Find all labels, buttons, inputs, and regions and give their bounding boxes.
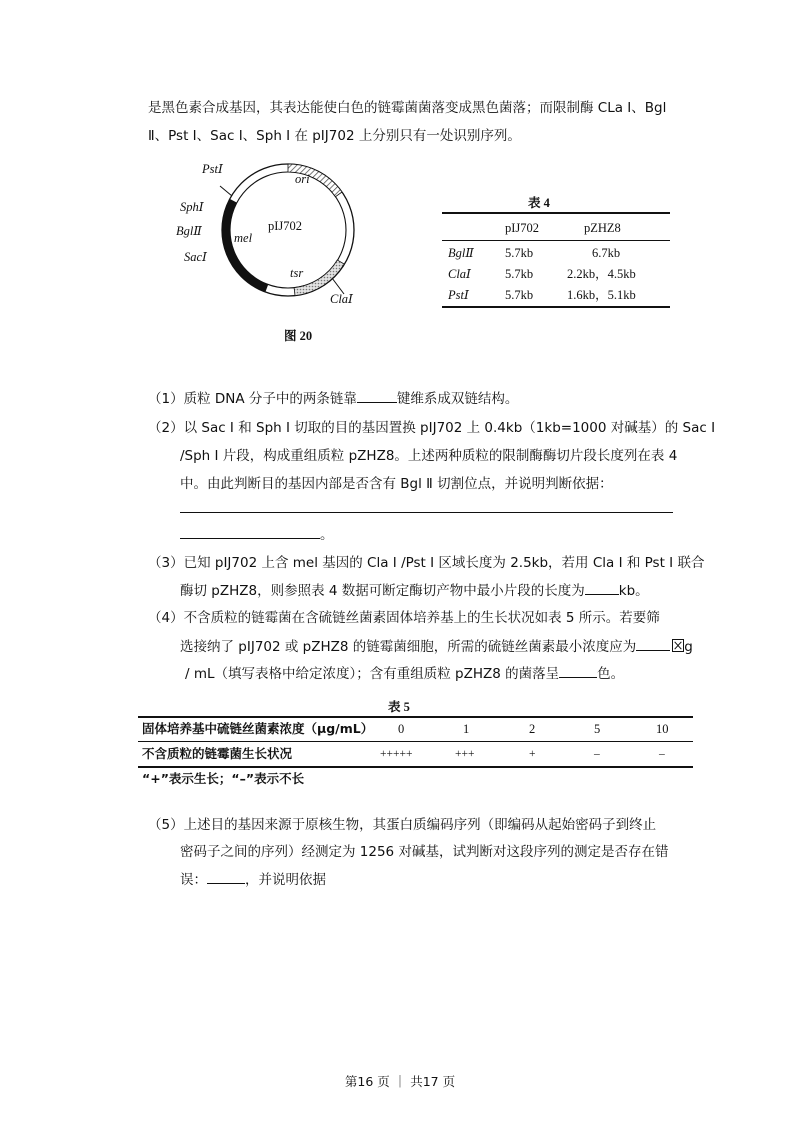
q5-line-3 <box>180 869 326 890</box>
q4-unit-g: g <box>684 639 693 655</box>
question-1 <box>148 388 518 409</box>
table4-top-rule <box>442 212 670 214</box>
sac-label: SacⅠ <box>184 250 207 264</box>
q4-text-a: 选接纳了 pIJ702 或 pZHZ8 的链霉菌细胞，所需的硫链丝菌素最小浓度应为 <box>180 639 637 655</box>
table5-conc-0: 0 <box>398 722 405 736</box>
plasmid-figure <box>170 150 390 345</box>
mel-label: mel <box>234 231 253 245</box>
table4-header-pij702: pIJ702 <box>505 221 540 235</box>
q3-line-1: （3）已知 pIJ702 上含 mel 基因的 Cla Ⅰ /Pst Ⅰ 区域长度为 2.5kb，若用 Cla Ⅰ 和 Pst Ⅰ 联合 <box>148 555 705 571</box>
table5-conc-10: 10 <box>656 722 669 736</box>
table4-header-rule <box>442 240 670 241</box>
table5-mid-rule <box>138 741 693 742</box>
q4-text-d: 色。 <box>597 666 625 682</box>
plasmid-name-label: pIJ702 <box>268 219 303 233</box>
table4-title: 表 4 <box>528 196 550 210</box>
page-footer: 第16 页 ｜ 共17 页 <box>344 1074 456 1089</box>
q1-answer-blank[interactable] <box>357 388 397 403</box>
q5-line-1: （5）上述目的基因来源于原核生物，其蛋白质编码序列（即编码从起始密码子到终止 <box>148 817 657 833</box>
table5-top-rule <box>138 716 693 718</box>
table4-row-cla-enzyme: ClaⅠ <box>448 267 471 281</box>
q2-answer-blank-2[interactable] <box>180 524 320 539</box>
table4-row-pst-pzhz8: 1.6kb，5.1kb <box>567 288 636 302</box>
cla-label: ClaⅠ <box>330 292 353 306</box>
q1-text-a: （1）质粒 DNA 分子中的两条链靠 <box>148 391 357 407</box>
q2-answer-line-1[interactable] <box>180 512 673 513</box>
q3-line-2 <box>180 580 649 601</box>
q5-line-2: 密码子之间的序列）经测定为 1256 对碱基，试判断对这段序列的测定是否存在错 <box>180 844 669 860</box>
table5-row2-label: 不含质粒的链霉菌生长状况 <box>142 746 293 761</box>
table4-row-cla-pij702: 5.7kb <box>505 267 534 281</box>
q4-answer-blank-1[interactable] <box>636 636 670 651</box>
table5-row1-label: 固体培养基中硫链丝菌素浓度（μg/mL） <box>142 721 374 736</box>
q4-line-3 <box>185 663 624 684</box>
table5-growth-10: – <box>659 748 665 760</box>
figure-caption: 图 20 <box>284 329 313 343</box>
q2-line-2: /Sph Ⅰ 片段，构成重组质粒 pZHZ8。上述两种质粒的限制酶酶切片段长度列在表 4 <box>180 448 678 464</box>
q1-text-b: 键维系成双链结构。 <box>396 391 519 407</box>
missing-glyph-icon <box>672 639 684 652</box>
table4-row-pst-pij702: 5.7kb <box>505 288 534 302</box>
intro-line-2: Ⅱ、Pst Ⅰ、Sac Ⅰ、Sph Ⅰ 在 pIJ702 上分别只有一处识别序列。 <box>148 128 521 144</box>
table4-header-pzhz8: pZHZ8 <box>584 221 621 235</box>
table4-row-cla-pzhz8: 2.2kb，4.5kb <box>567 267 636 281</box>
table5-conc-2: 2 <box>529 722 536 736</box>
table4-row-bgl-pij702: 5.7kb <box>505 246 534 260</box>
tsr-label: tsr <box>290 266 304 280</box>
q4-line-2 <box>180 636 693 657</box>
intro-line-1: 是黑色素合成基因，其表达能使白色的链霉菌菌落变成黑色菌落；而限制酶 CLa Ⅰ、Bgl <box>148 100 667 116</box>
q4-answer-blank-2[interactable] <box>559 663 597 678</box>
q2-end-mark: 。 <box>320 527 334 543</box>
q2-line-1: （2）以 Sac Ⅰ 和 Sph Ⅰ 切取的目的基因置换 pIJ702 上 0.4kb（1kb=1000 对碱基）的 Sac Ⅰ <box>148 420 716 436</box>
table5-conc-1: 1 <box>463 722 470 736</box>
pst-site-mark <box>220 186 232 196</box>
q5-answer-blank[interactable] <box>207 869 245 884</box>
q2-answer-line-2 <box>180 524 334 545</box>
q3-text-b: kb。 <box>618 583 649 599</box>
sph-label: SphⅠ <box>180 200 204 214</box>
q5-text-a: 误： <box>180 872 207 888</box>
table5-footnote: “+”表示生长；“–”表示不长 <box>142 771 305 786</box>
table5-growth-0: +++++ <box>380 748 413 760</box>
q4-line-1: （4）不含质粒的链霉菌在含硫链丝菌素固体培养基上的生长状况如表 5 所示。若要筛 <box>148 610 660 626</box>
table5-growth-2: + <box>529 748 536 760</box>
q4-text-c: / mL（填写表格中给定浓度）；含有重组质粒 pZHZ8 的菌落呈 <box>185 666 560 682</box>
table4-row-pst-enzyme: PstⅠ <box>448 288 469 302</box>
pst-label: PstⅠ <box>202 162 223 176</box>
table4-bottom-rule <box>442 306 670 308</box>
q2-line-3: 中。由此判断目的基因内部是否含有 Bgl Ⅱ 切割位点，并说明判断依据： <box>180 476 613 492</box>
q5-text-b: ，并说明依据 <box>245 872 326 888</box>
table4-row-bgl-pzhz8: 6.7kb <box>592 246 621 260</box>
q3-text-a: 酶切 pZHZ8，则参照表 4 数据可断定酶切产物中最小片段的长度为 <box>180 583 585 599</box>
table5-title: 表 5 <box>388 700 410 714</box>
table5-bottom-rule <box>138 766 693 768</box>
bgl-label: BglⅡ <box>176 224 202 238</box>
ori-label: ori <box>295 172 310 186</box>
q3-answer-blank[interactable] <box>585 580 619 595</box>
table5-growth-5: – <box>594 748 600 760</box>
table5-conc-5: 5 <box>594 722 601 736</box>
table4-row-bgl-enzyme: BglⅡ <box>448 246 474 260</box>
table5-growth-1: +++ <box>455 748 475 760</box>
